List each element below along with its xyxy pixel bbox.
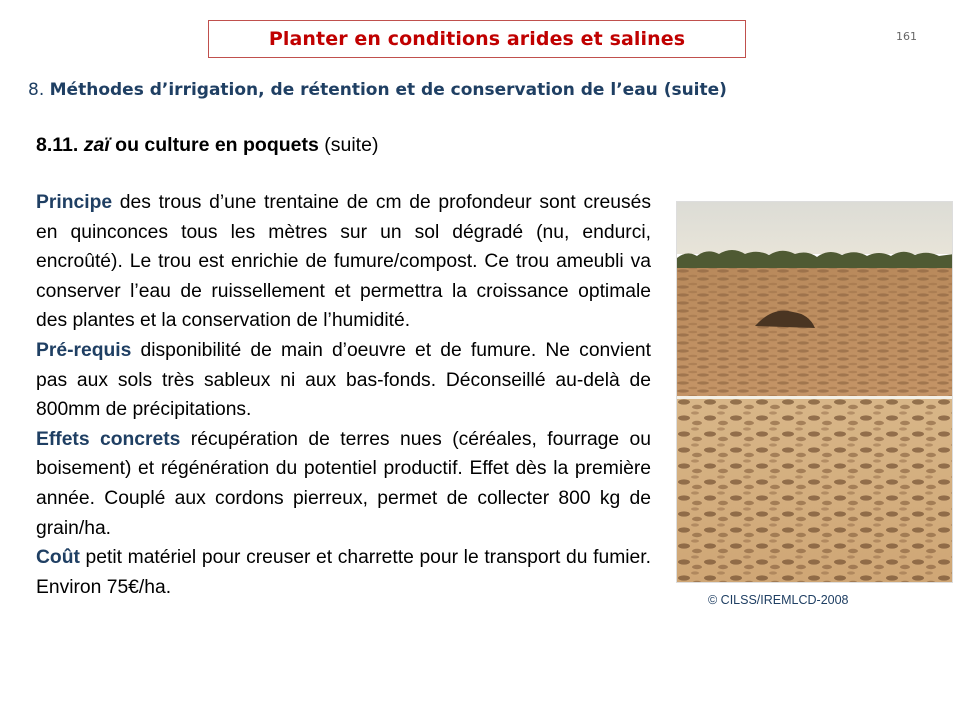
paragraph-cout [36, 543, 651, 602]
field-photo-illustration [677, 202, 953, 583]
photo-credit: © CILSS/IREMLCD-2008 [708, 593, 849, 607]
paragraph-principe [36, 188, 651, 336]
paragraph-label: Effets concrets [36, 428, 181, 450]
paragraph-text: récupération de terres nues (céréales, fourrage ou boisement) et régénération du potentiel productif. Effet dès la première année. Couplé aux cordons pierreux, permet de collecter 800 kg de grain/ha. [36, 428, 651, 539]
paragraph-text: des trous d’une trentaine de cm de profondeur sont creusés en quinconces tous les mètres sur un sol dégradé (nu, endurci, encroûté). Le trou est enrichie de fumure/compost. Ce trou ameubli va conserver l’eau de ruissellement et permettra la croissance optimale des plantes et la conservation de l’humidité. [36, 192, 651, 332]
subsection-suffix: (suite) [324, 134, 379, 156]
page-number: 161 [896, 30, 917, 43]
section-number: 8. [28, 80, 45, 100]
paragraph-effets [36, 425, 651, 543]
subsection-title: ou culture en poquets [115, 134, 319, 156]
zai-field-photo [676, 201, 953, 583]
title-box [208, 20, 746, 58]
section-title: Méthodes d’irrigation, de rétention et de conservation de l’eau (suite) [49, 80, 727, 100]
subsection-term: zaï [83, 134, 110, 156]
paragraph-label: Pré-requis [36, 339, 132, 361]
subsection-heading [36, 134, 378, 157]
page-title: Planter en conditions arides et salines [268, 28, 686, 50]
paragraph-text: disponibilité de main d’oeuvre et de fumure. Ne convient pas aux sols très sableux ni aux bas-fonds. Déconseillé au-delà de 800mm de précipitations. [36, 339, 651, 421]
subsection-number: 8.11. [36, 134, 79, 156]
section-heading [28, 80, 727, 100]
body-text [36, 188, 651, 602]
paragraph-prerequis [36, 336, 651, 425]
paragraph-text: petit matériel pour creuser et charrette pour le transport du fumier. Environ 75€/ha. [36, 547, 651, 598]
paragraph-label: Coût [36, 547, 80, 569]
paragraph-label: Principe [36, 192, 113, 213]
